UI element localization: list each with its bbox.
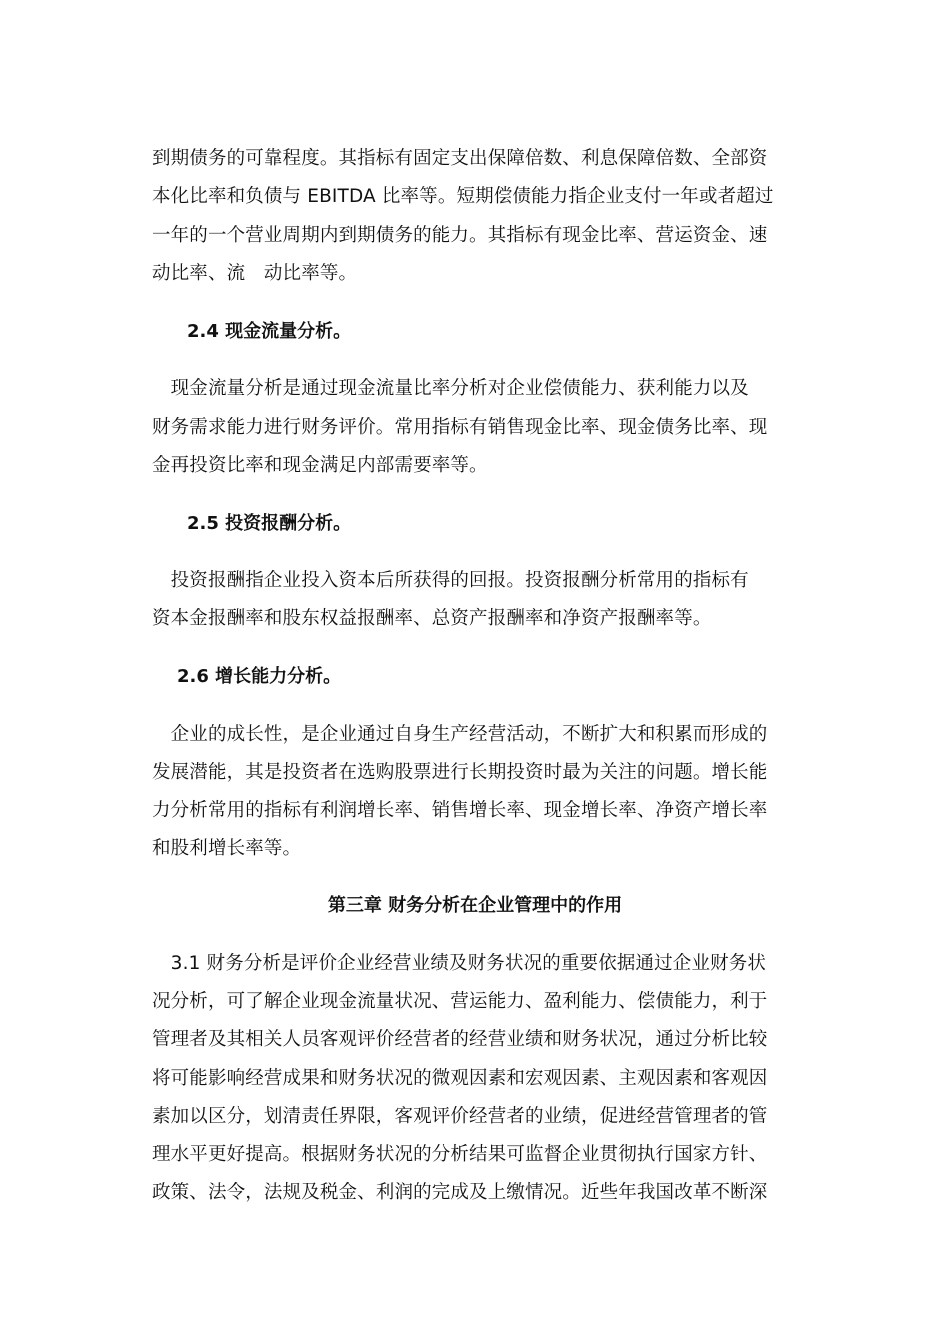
paragraph-line: 况分析，可了解企业现金流量状况、营运能力、盈利能力、偿债能力，利于 [152,991,768,1012]
paragraph-line: 一年的一个营业周期内到期债务的能力。其指标有现金比率、营运资金、速 [152,225,768,246]
section-heading-2-4: 2.4 现金流量分析。 [187,321,352,342]
paragraph-line: 资本金报酬率和股东权益报酬率、总资产报酬率和净资产报酬率等。 [152,608,712,629]
paragraph-line: 理水平更好提高。根据财务状况的分析结果可监督企业贯彻执行国家方针、 [152,1144,768,1165]
paragraph-line: 财务需求能力进行财务评价。常用指标有销售现金比率、现金债务比率、现 [152,417,768,438]
paragraph-line: 本化比率和负债与 EBITDA 比率等。短期偿债能力指企业支付一年或者超过 [152,186,774,207]
paragraph-line: 力分析常用的指标有利润增长率、销售增长率、现金增长率、净资产增长率 [152,800,768,821]
section-heading-2-6: 2.6 增长能力分析。 [177,666,342,687]
section-heading-2-5: 2.5 投资报酬分析。 [187,513,352,534]
paragraph-line: 3.1 财务分析是评价企业经营业绩及财务状况的重要依据通过企业财务状 [152,953,767,974]
paragraph-line: 发展潜能，其是投资者在选购股票进行长期投资时最为关注的问题。增长能 [152,762,768,783]
paragraph-line: 素加以区分，划清责任界限，客观评价经营者的业绩，促进经营管理者的管 [152,1106,768,1127]
paragraph-line: 金再投资比率和现金满足内部需要率等。 [152,455,488,476]
paragraph-line: 政策、法令，法规及税金、利润的完成及上缴情况。近些年我国改革不断深 [152,1182,768,1203]
paragraph-line: 投资报酬指企业投入资本后所获得的回报。投资报酬分析常用的指标有 [152,570,749,591]
chapter-title: 第三章 财务分析在企业管理中的作用 [327,895,623,916]
paragraph-line: 现金流量分析是通过现金流量比率分析对企业偿债能力、获利能力以及 [152,378,749,399]
paragraph-line: 企业的成长性，是企业通过自身生产经营活动，不断扩大和积累而形成的 [152,724,768,745]
paragraph-line: 和股利增长率等。 [152,838,302,859]
paragraph-line: 管理者及其相关人员客观评价经营者的经营业绩和财务状况，通过分析比较 [152,1029,768,1050]
paragraph-line: 到期债务的可靠程度。其指标有固定支出保障倍数、利息保障倍数、全部资 [152,148,768,169]
paragraph-line: 将可能影响经营成果和财务状况的微观因素和宏观因素、主观因素和客观因 [152,1068,768,1089]
paragraph-line: 动比率、流 动比率等。 [152,263,358,284]
